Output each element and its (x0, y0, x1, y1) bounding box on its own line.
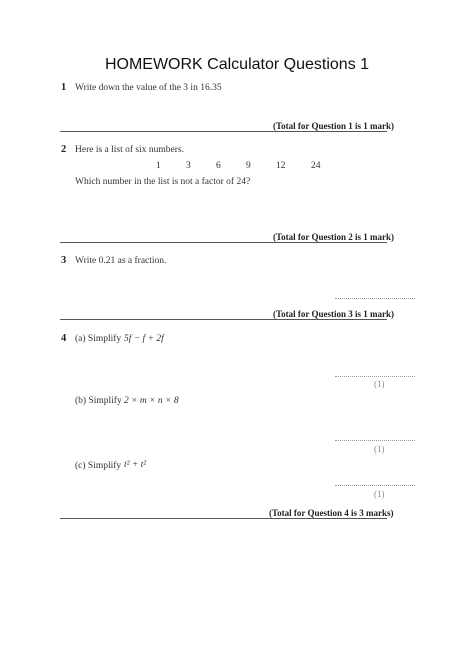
question-2-divider (60, 242, 387, 243)
list-number: 6 (216, 161, 221, 171)
question-1-total: (Total for Question 1 is 1 mark) (273, 121, 395, 131)
question-2-question: Which number in the list is not a factor of 24? (75, 177, 251, 187)
list-number: 9 (246, 161, 251, 171)
question-4b-label: (b) Simplify (75, 396, 122, 406)
question-3-total: (Total for Question 3 is 1 mark) (273, 309, 395, 319)
answer-line (335, 298, 415, 299)
answer-line (335, 485, 415, 486)
question-4a-expression: 5f − f + 2f (124, 334, 164, 344)
question-4a-label: (a) Simplify (75, 334, 122, 344)
answer-line (335, 376, 415, 377)
question-1-number: 1 (61, 82, 67, 93)
list-number: 3 (186, 161, 191, 171)
question-1-text: Write down the value of the 3 in 16.35 (75, 83, 222, 93)
question-4-total: (Total for Question 4 is 3 marks) (269, 508, 394, 518)
list-number: 12 (276, 161, 286, 171)
question-4c-expression: t² + t² (124, 460, 147, 470)
question-3-number: 3 (61, 255, 67, 266)
question-2-number: 2 (61, 144, 67, 155)
question-2-total: (Total for Question 2 is 1 mark) (273, 232, 395, 242)
list-number: 1 (156, 161, 161, 171)
page-title: HOMEWORK Calculator Questions 1 (104, 56, 370, 73)
question-3-text: Write 0.21 as a fraction. (75, 256, 167, 266)
list-number: 24 (311, 161, 321, 171)
question-4a-marks: (1) (374, 379, 385, 389)
question-2-text: Here is a list of six numbers. (75, 145, 184, 155)
question-4b-marks: (1) (374, 444, 385, 454)
question-4-number: 4 (61, 333, 67, 344)
question-4b-expression: 2 × m × n × 8 (124, 396, 179, 406)
question-4c-marks: (1) (374, 489, 385, 499)
question-4c-label: (c) Simplify (75, 461, 122, 471)
question-4-divider (60, 518, 387, 519)
question-1-divider (60, 131, 387, 132)
question-3-divider (60, 319, 387, 320)
answer-line (335, 440, 415, 441)
